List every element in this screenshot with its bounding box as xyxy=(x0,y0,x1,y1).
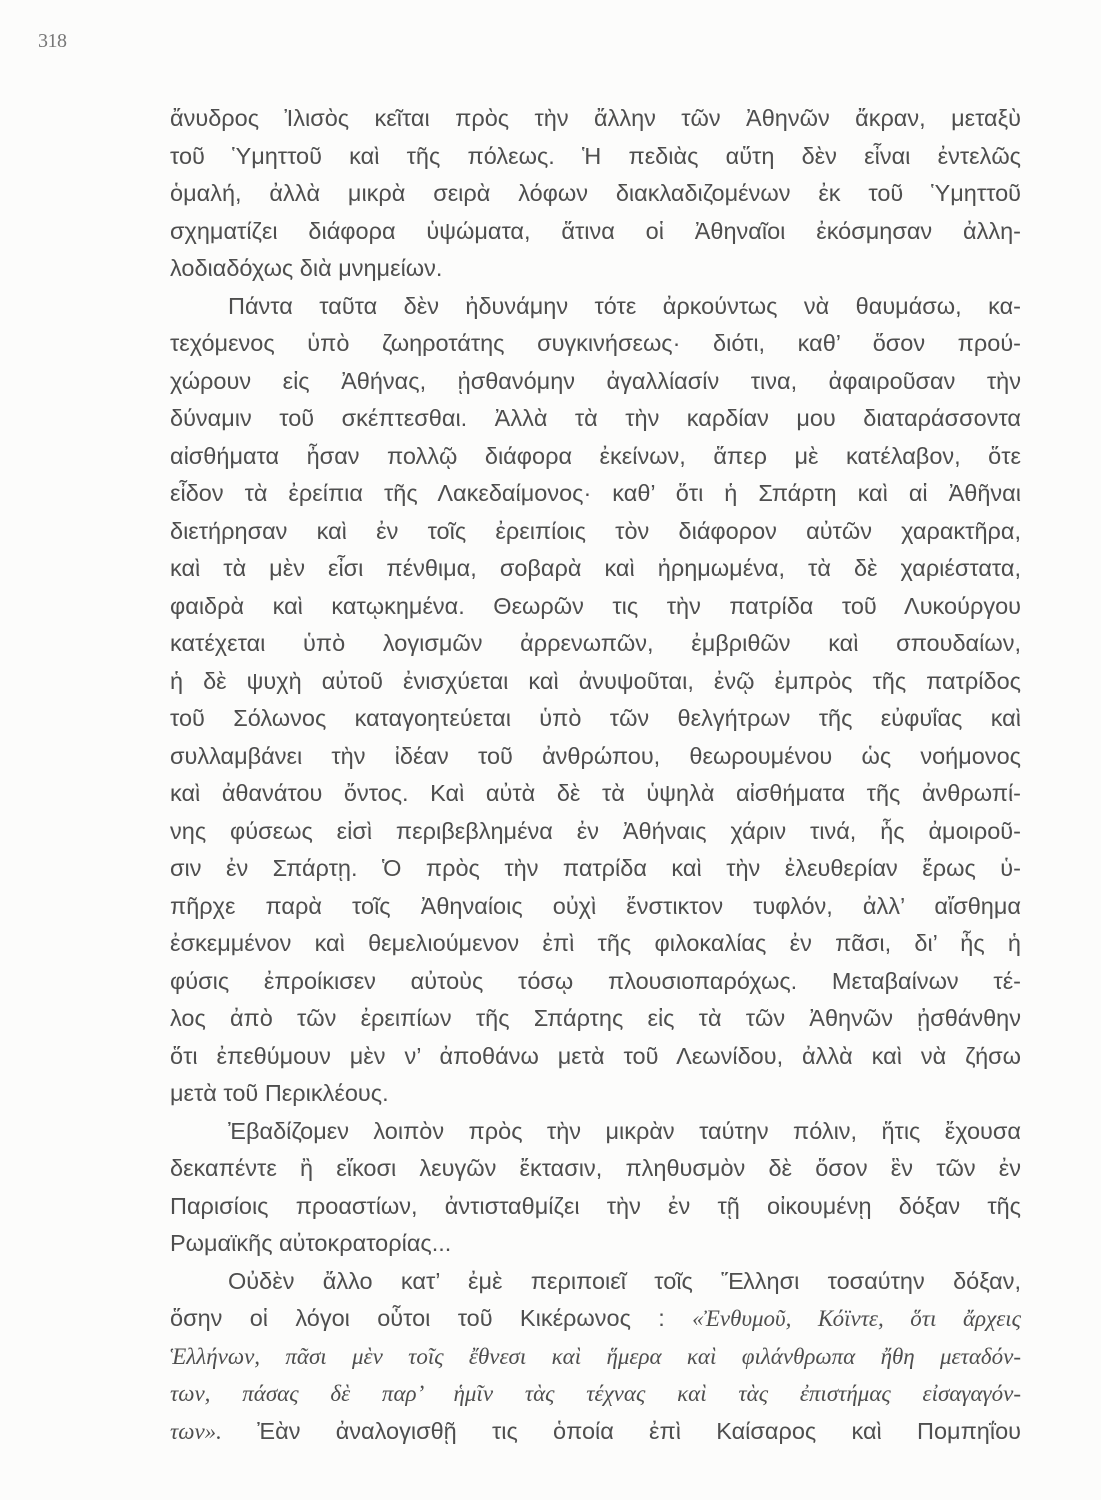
text-line: δεκαπέντε ἢ εἴκοσι λευγῶν ἔκτασιν, πληθυσμὸν δὲ ὅσον ἓν τῶν ἐν xyxy=(170,1155,1021,1181)
text-line: ὁμαλή, ἀλλὰ μικρὰ σειρὰ λόφων διακλαδιζομένων ἐκ τοῦ Ὑμηττοῦ xyxy=(170,180,1021,206)
text-line: Πάντα ταῦτα δὲν ἠδυνάμην τότε ἀρκούντως νὰ θαυμάσω, κα- xyxy=(228,292,1021,319)
text-line: τοῦ Ὑμηττοῦ καὶ τῆς πόλεως. Ἡ πεδιὰς αὕτη δὲν εἶναι ἐντελῶς xyxy=(170,142,1021,169)
text-line xyxy=(170,1413,1021,1451)
text-line: εἶδον τὰ ἐρείπια τῆς Λακεδαίμονος· καθ’ ὅτι ἡ Σπάρτη καὶ αἱ Ἀθῆναι xyxy=(170,480,1021,506)
text-line: ὅτι ἐπεθύμουν μὲν ν’ ἀποθάνω μετὰ τοῦ Λεωνίδου, ἀλλὰ καὶ νὰ ζήσω xyxy=(170,1042,1021,1069)
text-line: διετήρησαν καὶ ἐν τοῖς ἐρειπίοις τὸν διάφορον αὐτῶν χαρακτῆρα, xyxy=(170,517,1021,544)
quotation-text: Ἑλλήνων, πᾶσι μὲν τοῖς ἔθνεσι καὶ ἥμερα καὶ φιλάνθρωπα ἤθη μεταδόν- xyxy=(170,1343,1021,1369)
text-line: συλλαμβάνει τὴν ἰδέαν τοῦ ἀνθρώπου, θεωρουμένου ὡς νοήμονος xyxy=(170,742,1021,769)
text-line: καὶ τὰ μὲν εἶσι πένθιμα, σοβαρὰ καὶ ἠρημωμένα, τὰ δὲ χαριέστατα, xyxy=(170,555,1021,581)
text-line: τεχόμενος ὑπὸ ζωηροτάτης συγκινήσεως· διότι, καθ’ ὅσον πρού- xyxy=(170,330,1021,356)
text-segment: ὅσην οἱ λόγοι οὗτοι τοῦ Κικέρωνος : xyxy=(170,1305,693,1331)
text-line: Οὐδὲν ἄλλο κατ’ ἐμὲ περιποιεῖ τοῖς Ἕλλησι τοσαύτην δόξαν, xyxy=(228,1267,1021,1294)
page-number: 318 xyxy=(38,30,67,52)
paragraph xyxy=(170,100,1021,288)
text-line: κατέχεται ὑπὸ λογισμῶν ἀρρενωπῶν, ἐμβριθῶν καὶ σπουδαίων, xyxy=(170,630,1021,656)
text-line: Ἐβαδίζομεν λοιπὸν πρὸς τὴν μικρὰν ταύτην πόλιν, ἥτις ἔχουσα xyxy=(228,1117,1021,1144)
text-line: μετὰ τοῦ Περικλέους. xyxy=(170,1080,389,1106)
text-line: νης φύσεως εἰσὶ περιβεβλημένα ἐν Ἀθήναις χάριν τινά, ἧς ἀμοιροῦ- xyxy=(170,817,1021,844)
text-line: λος ἀπὸ τῶν ἐρειπίων τῆς Σπάρτης εἰς τὰ τῶν Ἀθηνῶν ᾐσθάνθην xyxy=(170,1005,1021,1031)
text-line: ἡ δὲ ψυχὴ αὐτοῦ ἐνισχύεται καὶ ἀνυψοῦται, ἐνῷ ἐμπρὸς τῆς πατρίδος xyxy=(170,667,1021,694)
body-text xyxy=(170,100,1021,1450)
text-line: σχηματίζει διάφορα ὑψώματα, ἅτινα οἱ Ἀθηναῖοι ἐκόσμησαν ἀλλη- xyxy=(170,217,1021,244)
text-line xyxy=(170,1375,1021,1413)
text-line xyxy=(170,1300,1021,1338)
paragraph xyxy=(170,288,1021,1113)
text-segment: Ἐὰν ἀναλογισθῇ τις ὁποία ἐπὶ Καίσαρος καὶ Πομπηΐου xyxy=(221,1417,1021,1444)
quotation-text: «Ἐνθυμοῦ, Κόϊντε, ὅτι ἄρχεις xyxy=(692,1306,1022,1331)
text-line: Παρισίοις προαστίων, ἀντισταθμίζει τὴν ἐν τῇ οἰκουμένῃ δόξαν τῆς xyxy=(170,1192,1021,1219)
text-line: αἰσθήματα ἦσαν πολλῷ διάφορα ἐκείνων, ἅπερ μὲ κατέλαβον, ὅτε xyxy=(170,442,1021,469)
text-line: λοδιαδόχως διὰ μνημείων. xyxy=(170,255,443,281)
text-line: δύναμιν τοῦ σκέπτεσθαι. Ἀλλὰ τὰ τὴν καρδίαν μου διαταράσσοντα xyxy=(170,405,1021,431)
text-line: ἐσκεμμένον καὶ θεμελιούμενον ἐπὶ τῆς φιλοκαλίας ἐν πᾶσι, δι’ ἧς ἡ xyxy=(170,930,1021,956)
paragraph xyxy=(170,1263,1021,1451)
text-line: Ρωμαϊκῆς αὐτοκρατορίας... xyxy=(170,1230,452,1256)
text-line: πῆρχε παρὰ τοῖς Ἀθηναίοις οὐχὶ ἔνστικτον τυφλόν, ἀλλ’ αἴσθημα xyxy=(170,892,1021,919)
text-line: σιν ἐν Σπάρτῃ. Ὁ πρὸς τὴν πατρίδα καὶ τὴν ἐλευθερίαν ἔρως ὑ- xyxy=(170,855,1021,881)
text-line: φύσις ἐπροίκισεν αὐτοὺς τόσῳ πλουσιοπαρόχως. Μεταβαίνων τέ- xyxy=(170,967,1021,994)
text-line: ἄνυδρος Ἰλισὸς κεῖται πρὸς τὴν ἄλλην τῶν Ἀθηνῶν ἄκραν, μεταξὺ xyxy=(170,105,1021,131)
paragraph xyxy=(170,1113,1021,1263)
quotation-text: των, πάσας δὲ παρ’ ἡμῖν τὰς τέχνας καὶ τὰς ἐπιστήμας εἰσαγαγόν- xyxy=(170,1381,1021,1406)
text-line xyxy=(170,1338,1021,1376)
text-line: χώρουν εἰς Ἀθήνας, ᾐσθανόμην ἀγαλλίασίν τινα, ἀφαιροῦσαν τὴν xyxy=(170,367,1021,394)
text-line: τοῦ Σόλωνος καταγοητεύεται ὑπὸ τῶν θελγήτρων τῆς εὐφυΐας καὶ xyxy=(170,705,1021,731)
text-line: φαιδρὰ καὶ κατῳκημένα. Θεωρῶν τις τὴν πατρίδα τοῦ Λυκούργου xyxy=(170,592,1021,619)
quotation-text: των». xyxy=(170,1418,222,1444)
text-line: καὶ ἀθανάτου ὄντος. Καὶ αὐτὰ δὲ τὰ ὑψηλὰ αἰσθήματα τῆς ἀνθρωπί- xyxy=(170,780,1021,806)
